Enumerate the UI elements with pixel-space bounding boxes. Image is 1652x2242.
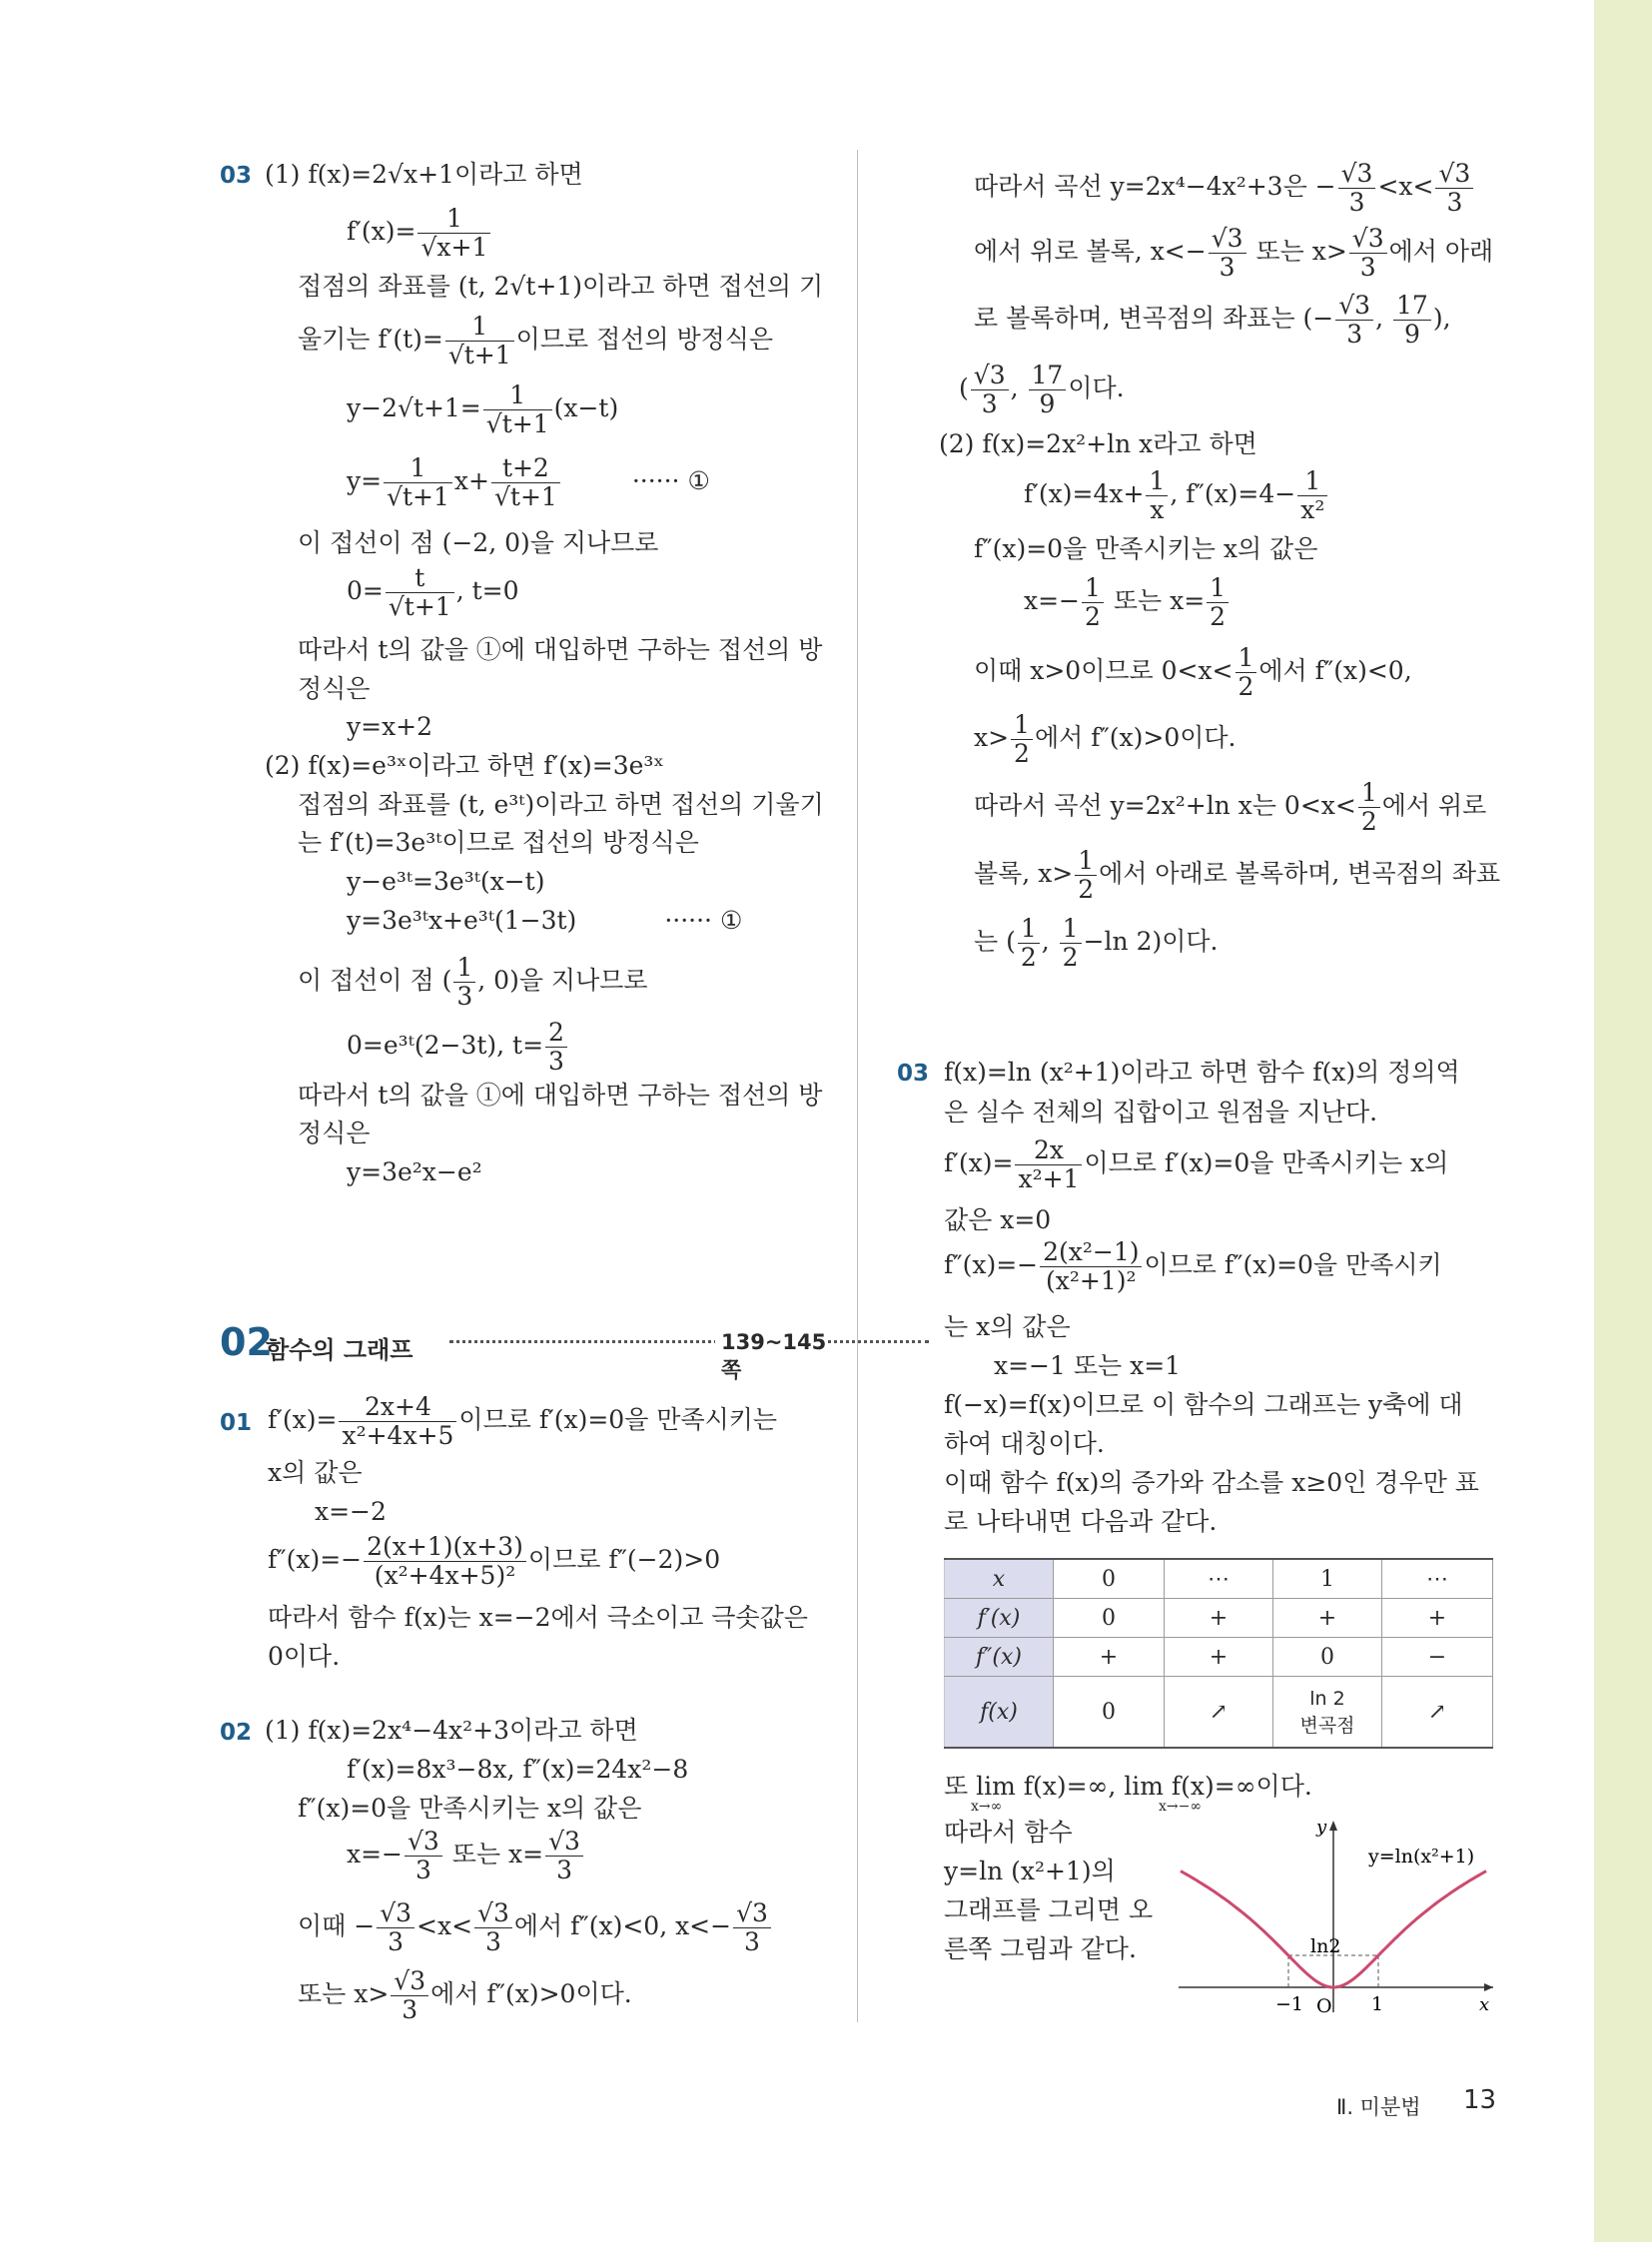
text-line: f″(x)=0을 만족시키는 x의 값은: [974, 534, 1318, 563]
formula-line: y−2√t+1= $\frac{1}{√t+1}$ (x−t): [347, 380, 619, 438]
text-line: 이때 함수 f(x)의 증가와 감소를 x≥0인 경우만 표: [944, 1468, 1479, 1497]
tick-label-neg: −1: [1275, 1993, 1304, 2015]
page-edge-band: [1594, 0, 1652, 2242]
formula-line: x=−1 또는 x=1: [994, 1351, 1182, 1380]
formula-line: f″(x)=− $\frac{2(x+1)(x+3)}{\text{(x²+4x+5)²}}$ 이므로 f″(−2)>0: [268, 1532, 721, 1590]
formula-line: f″(x)=− $\frac{\text{2(x²−1)}}{\text{(x²+1)²}}$ 이므로 f″(x)=0을 만족시키: [944, 1237, 1442, 1295]
text-line: 은 실수 전체의 집합이고 원점을 지난다.: [944, 1098, 1378, 1126]
text-line: 접점의 좌표를 (t, 2√t+1)이라고 하면 접선의 기: [298, 272, 824, 301]
text-line: 하여 대칭이다.: [944, 1429, 1105, 1458]
formula-line: x> $\frac{1}{2}$ 에서 f″(x)>0이다.: [974, 710, 1237, 768]
text-line: 따라서 함수: [944, 1818, 1073, 1847]
table-cell: x: [945, 1559, 1054, 1599]
text-line: f(−x)=f(x)이므로 이 함수의 그래프는 y축에 대: [944, 1390, 1463, 1419]
formula-line: 값은 x=0: [944, 1205, 1052, 1234]
table-cell: −: [1382, 1638, 1493, 1677]
table-cell: 0: [1054, 1677, 1165, 1749]
formula-line: 이때 x>0이므로 0<x< $\frac{1}{2}$ 에서 f″(x)<0,: [974, 643, 1412, 701]
table-cell: ⋯: [1382, 1559, 1493, 1599]
table-cell: f′(x): [945, 1599, 1054, 1638]
formula-line: 또 lim f(x)=∞, lim f(x)=∞이다.: [944, 1772, 1312, 1801]
formula-line: y−e³ᵗ=3e³ᵗ(x−t): [347, 867, 545, 896]
text-line: 0이다.: [268, 1642, 341, 1671]
formula-line: 는 ( $\frac{1}{2}$ , $\frac{1}{2}$ −ln 2)이다.: [974, 914, 1219, 972]
chapter-label: Ⅱ. 미분법: [1336, 2095, 1421, 2119]
formula-line: 이때 − $\frac{√3}{3}$ <x< $\frac{√3}{3}$ 에서 f″(x)<0, x<− $\frac{√3}{3}$: [298, 1899, 773, 1956]
formula-line: f′(x)= $\frac{1}{√x+1}$: [347, 205, 492, 262]
formula-line: f′(x)=4x+ $\frac{1}{x}$ , f″(x)=4− $\frac{1}{\text{x²}}$: [1024, 467, 1329, 524]
formula-line: 따라서 곡선 y=2x⁴−4x²+3은 − $\frac{√3}{3}$ <x< $\frac{√3}{3}$: [974, 160, 1475, 217]
text-line: 따라서 t의 값을 ①에 대입하면 구하는 접선의 방: [298, 635, 823, 664]
table-cell: 1: [1273, 1559, 1382, 1599]
problem-number: 02: [220, 1720, 253, 1746]
formula-line: y=3e³ᵗx+e³ᵗ(1−3t) ······ ①: [347, 906, 743, 935]
tick-label-pos: 1: [1371, 1993, 1384, 2015]
formula-line: f′(x)= $\frac{2x}{\text{x²+1}}$ 이므로 f′(x)=0을 만족시키는 x의: [944, 1135, 1449, 1193]
formula-line: f′(x)=8x³−8x, f″(x)=24x²−8: [347, 1755, 689, 1784]
y-axis-label: y: [1316, 1817, 1327, 1838]
text-line: 정식은: [298, 674, 371, 703]
formula-line: f′(x)= $\frac{2x+4}{\text{x²+4x+5}}$ 이므로 f′(x)=0을 만족시키는: [268, 1392, 778, 1450]
origin-label: O: [1316, 1995, 1332, 2017]
limit-subscript: x→−∞: [1159, 1799, 1203, 1815]
text-line: (1) f(x)=2√x+1이라고 하면: [265, 160, 583, 189]
table-row: [945, 1638, 1493, 1677]
formula-line: 이 접선이 점 ( $\frac{1}{3}$ , 0)을 지나므로: [298, 953, 648, 1011]
formula-line: 또는 x> $\frac{√3}{3}$ 에서 f″(x)>0이다.: [298, 1966, 632, 2024]
formula-line: x=− $\frac{√3}{3}$ 또는 x= $\frac{√3}{3}$: [347, 1828, 585, 1884]
text-line: (2) f(x)=2x²+ln x라고 하면: [939, 429, 1257, 458]
section-number: 02: [220, 1320, 273, 1364]
formula-line: 따라서 곡선 y=2x²+ln x는 0<x< $\frac{1}{2}$ 에서 위로: [974, 778, 1487, 836]
table-cell: 0: [1054, 1559, 1165, 1599]
dot-leader: [449, 1340, 929, 1343]
text-line: f(x)=ln (x²+1)이라고 하면 함수 f(x)의 정의역: [944, 1058, 1460, 1087]
table-cell: f(x): [945, 1677, 1054, 1749]
text-line: 는 f′(t)=3e³ᵗ이므로 접선의 방정식은: [298, 828, 699, 857]
table-cell: +: [1273, 1599, 1382, 1638]
text-line: 로 나타내면 다음과 같다.: [944, 1507, 1218, 1536]
problem-number: 01: [220, 1410, 253, 1436]
text-line: x의 값은: [268, 1458, 363, 1487]
text-line: 는 x의 값은: [944, 1312, 1071, 1341]
text-line: 른쪽 그림과 같다.: [944, 1934, 1137, 1963]
text-line: 따라서 함수 f(x)는 x=−2에서 극소이고 극솟값은: [268, 1603, 808, 1632]
text-line: 이 접선이 점 (−2, 0)을 지나므로: [298, 528, 659, 557]
text-line: (1) f(x)=2x⁴−4x²+3이라고 하면: [265, 1716, 638, 1745]
x-axis-arrow-icon: [1484, 1983, 1493, 1991]
text-line: 그래프를 그리면 오: [944, 1895, 1154, 1924]
formula-line: 로 볼록하며, 변곡점의 좌표는 (− $\frac{√3}{3}$ , $\frac{17}{9}$ ),: [974, 291, 1451, 349]
function-graph: [1174, 1813, 1503, 2022]
table-cell: f″(x): [945, 1638, 1054, 1677]
problem-number: 03: [220, 163, 253, 189]
table-row: [945, 1559, 1493, 1599]
variation-table: [944, 1558, 1493, 1749]
limit-subscript: x→∞: [971, 1799, 1003, 1815]
table-row: [945, 1677, 1493, 1749]
column-divider: [857, 150, 858, 2022]
formula-line: y= $\frac{1}{√t+1}$ x+ $\frac{t+2}{√t+1}$ ······ ①: [347, 453, 710, 511]
table-cell: +: [1165, 1599, 1273, 1638]
formula-line: 0=e³ᵗ(2−3t), t= $\frac{2}{3}$: [347, 1019, 569, 1076]
formula-line: x=− $\frac{1}{2}$ 또는 x= $\frac{1}{2}$: [1024, 574, 1231, 631]
formula-line: 울기는 f′(t)= $\frac{1}{√t+1}$ 이므로 접선의 방정식은: [298, 312, 774, 370]
table-cell: +: [1054, 1638, 1165, 1677]
formula-line: 에서 위로 볼록, x<− $\frac{√3}{3}$ 또는 x> $\frac{√3}{3}$ 에서 아래: [974, 224, 1494, 282]
formula-line: y=3e²x−e²: [347, 1157, 482, 1186]
text-line: (2) f(x)=e³ˣ이라고 하면 f′(x)=3e³ˣ: [265, 751, 665, 780]
formula-line: x=−2: [315, 1497, 387, 1526]
level-label: ln2: [1310, 1935, 1341, 1957]
text-line: 따라서 t의 값을 ①에 대입하면 구하는 접선의 방: [298, 1081, 823, 1110]
section-title: 함수의 그래프: [266, 1336, 413, 1364]
problem-number: 03: [897, 1061, 930, 1087]
table-cell: +: [1382, 1599, 1493, 1638]
formula-line: y=ln (x²+1)의: [944, 1857, 1116, 1885]
concave-down-increase-icon: ↗: [1382, 1677, 1493, 1749]
concave-up-increase-icon: ↗: [1165, 1677, 1273, 1749]
table-cell: +: [1165, 1638, 1273, 1677]
table-cell: ⋯: [1165, 1559, 1273, 1599]
table-cell: ln 2 변곡점: [1273, 1677, 1382, 1749]
section-pages: 139~145쪽: [715, 1330, 826, 1384]
x-axis-label: x: [1479, 1994, 1490, 2015]
table-row: [945, 1599, 1493, 1638]
text-line: 정식은: [298, 1119, 371, 1147]
formula-line: ( $\frac{√3}{3}$ , $\frac{17}{9}$ 이다.: [959, 361, 1125, 418]
formula-line: 볼록, x> $\frac{1}{2}$ 에서 아래로 볼록하며, 변곡점의 좌표: [974, 846, 1501, 904]
text-line: f″(x)=0을 만족시키는 x의 값은: [298, 1794, 642, 1823]
table-cell: 0: [1273, 1638, 1382, 1677]
formula-line: 0= $\frac{t}{√t+1}$ , t=0: [347, 563, 519, 621]
curve-label: y=ln(x²+1): [1368, 1846, 1475, 1868]
page-number: 13: [1463, 2085, 1497, 2115]
table-cell: 0: [1054, 1599, 1165, 1638]
formula-line: y=x+2: [347, 712, 433, 741]
y-axis-arrow-icon: [1329, 1821, 1337, 1831]
section-header: [220, 1320, 827, 1382]
text-line: 접점의 좌표를 (t, e³ᵗ)이라고 하면 접선의 기울기: [298, 790, 824, 819]
